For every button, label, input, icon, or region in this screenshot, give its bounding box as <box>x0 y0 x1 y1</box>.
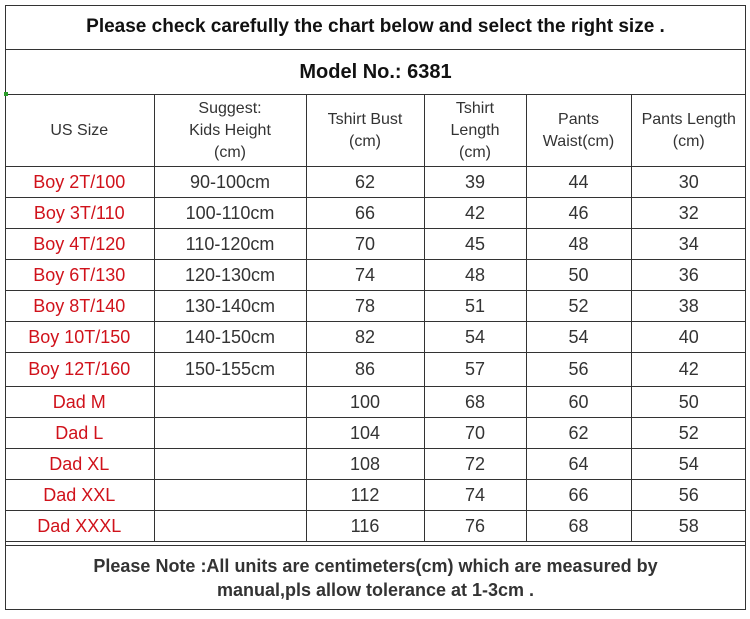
pants-waist-cell: 62 <box>526 418 631 449</box>
kids-height-cell <box>154 449 306 480</box>
table-row <box>5 198 746 229</box>
note-line-2: manual,pls allow tolerance at 1-3cm . <box>216 580 535 600</box>
us-size-cell <box>5 449 154 480</box>
tshirt-length-cell: 42 <box>424 198 526 229</box>
size-number: /140 <box>90 295 126 316</box>
pants-length-cell: 50 <box>631 387 746 418</box>
pants-length-cell: 52 <box>631 418 746 449</box>
size-label: Dad XXL <box>43 484 116 505</box>
table-row <box>5 353 746 387</box>
pants-waist-cell: 54 <box>526 322 631 353</box>
tshirt-length-cell: 54 <box>424 322 526 353</box>
tshirt-length-cell: 74 <box>424 480 526 511</box>
tshirt-length-cell: 45 <box>424 229 526 260</box>
size-label: Boy 4T <box>33 233 91 254</box>
header-us-size: US Size <box>5 95 154 167</box>
note-line-1: Please Note :All units are centimeters(cm) which are measured by <box>93 556 658 576</box>
pants-waist-cell: 52 <box>526 291 631 322</box>
us-size-cell <box>5 353 154 387</box>
kids-height-cell <box>154 387 306 418</box>
tshirt-length-cell: 68 <box>424 387 526 418</box>
table-row <box>5 480 746 511</box>
tshirt-length-cell: 48 <box>424 260 526 291</box>
pants-length-cell: 30 <box>631 167 746 198</box>
tshirt-length-cell: 51 <box>424 291 526 322</box>
tshirt-length-cell: 57 <box>424 353 526 387</box>
us-size-cell <box>5 229 154 260</box>
pants-length-cell: 54 <box>631 449 746 480</box>
pants-waist-cell: 50 <box>526 260 631 291</box>
tshirt-bust-cell: 62 <box>306 167 424 198</box>
measurement-note <box>5 545 746 610</box>
tshirt-bust-cell: 104 <box>306 418 424 449</box>
tshirt-bust-cell: 100 <box>306 387 424 418</box>
size-label: Dad XL <box>49 453 110 474</box>
size-label: Dad M <box>52 391 106 412</box>
table-row <box>5 291 746 322</box>
us-size-cell <box>5 511 154 542</box>
us-size-cell <box>5 291 154 322</box>
tshirt-bust-cell: 116 <box>306 511 424 542</box>
table-row <box>5 387 746 418</box>
pants-length-cell: 42 <box>631 353 746 387</box>
tshirt-length-cell: 39 <box>424 167 526 198</box>
header-pants-waist: Pants Waist(cm) <box>526 95 631 167</box>
tshirt-bust-cell: 82 <box>306 322 424 353</box>
kids-height-cell: 130-140cm <box>154 291 306 322</box>
tshirt-bust-cell: 70 <box>306 229 424 260</box>
model-number: Model No.: 6381 <box>5 50 746 95</box>
pants-waist-cell: 68 <box>526 511 631 542</box>
kids-height-cell: 100-110cm <box>154 198 306 229</box>
tshirt-length-cell: 72 <box>424 449 526 480</box>
size-number: /160 <box>95 359 131 379</box>
size-label: Boy 2T <box>33 171 91 192</box>
header-tshirt-bust: Tshirt Bust (cm) <box>306 95 424 167</box>
table-row <box>5 260 746 291</box>
pants-waist-cell: 60 <box>526 387 631 418</box>
table-header-row <box>5 95 746 167</box>
us-size-cell <box>5 167 154 198</box>
kids-height-cell: 120-130cm <box>154 260 306 291</box>
size-number: /100 <box>90 171 126 192</box>
tshirt-bust-cell: 66 <box>306 198 424 229</box>
pants-waist-cell: 48 <box>526 229 631 260</box>
tshirt-bust-cell: 78 <box>306 291 424 322</box>
kids-height-cell: 150-155cm <box>154 353 306 387</box>
kids-height-cell <box>154 480 306 511</box>
pants-waist-cell: 56 <box>526 353 631 387</box>
pants-length-cell: 58 <box>631 511 746 542</box>
size-number: /130 <box>90 264 126 285</box>
tshirt-bust-cell: 112 <box>306 480 424 511</box>
size-label: Boy 12T <box>28 359 96 379</box>
tshirt-length-cell: 70 <box>424 418 526 449</box>
header-pants-length: Pants Length (cm) <box>631 95 746 167</box>
pants-waist-cell: 46 <box>526 198 631 229</box>
tshirt-bust-cell: 74 <box>306 260 424 291</box>
us-size-cell <box>5 418 154 449</box>
pants-length-cell: 34 <box>631 229 746 260</box>
pants-waist-cell: 66 <box>526 480 631 511</box>
tshirt-bust-cell: 108 <box>306 449 424 480</box>
size-label: Boy 8T <box>33 295 91 316</box>
us-size-cell <box>5 198 154 229</box>
table-row <box>5 449 746 480</box>
size-label: Boy 3T <box>33 202 91 223</box>
size-number: /110 <box>90 202 125 223</box>
size-label: Dad L <box>55 422 104 443</box>
pants-waist-cell: 44 <box>526 167 631 198</box>
size-label: Boy 6T <box>33 264 91 285</box>
tshirt-length-cell: 76 <box>424 511 526 542</box>
size-number: /120 <box>90 233 126 254</box>
table-row <box>5 418 746 449</box>
header-kids-height: Suggest: Kids Height (cm) <box>154 95 306 167</box>
tshirt-bust-cell: 86 <box>306 353 424 387</box>
us-size-cell <box>5 322 154 353</box>
table-row <box>5 229 746 260</box>
table-row <box>5 322 746 353</box>
kids-height-cell: 90-100cm <box>154 167 306 198</box>
chart-instruction-title: Please check carefully the chart below and select the right size . <box>5 5 746 50</box>
us-size-cell <box>5 260 154 291</box>
size-number: /150 <box>95 326 131 347</box>
pants-length-cell: 36 <box>631 260 746 291</box>
pants-length-cell: 38 <box>631 291 746 322</box>
size-table <box>5 95 746 542</box>
kids-height-cell <box>154 418 306 449</box>
us-size-cell <box>5 480 154 511</box>
pants-length-cell: 56 <box>631 480 746 511</box>
kids-height-cell: 110-120cm <box>154 229 306 260</box>
kids-height-cell <box>154 511 306 542</box>
pants-waist-cell: 64 <box>526 449 631 480</box>
size-label: Dad XXXL <box>37 515 122 536</box>
us-size-cell <box>5 387 154 418</box>
size-label: Boy 10T <box>28 326 96 347</box>
pants-length-cell: 40 <box>631 322 746 353</box>
header-tshirt-length: Tshirt Length (cm) <box>424 95 526 167</box>
table-row <box>5 167 746 198</box>
pants-length-cell: 32 <box>631 198 746 229</box>
table-row <box>5 511 746 542</box>
kids-height-cell: 140-150cm <box>154 322 306 353</box>
